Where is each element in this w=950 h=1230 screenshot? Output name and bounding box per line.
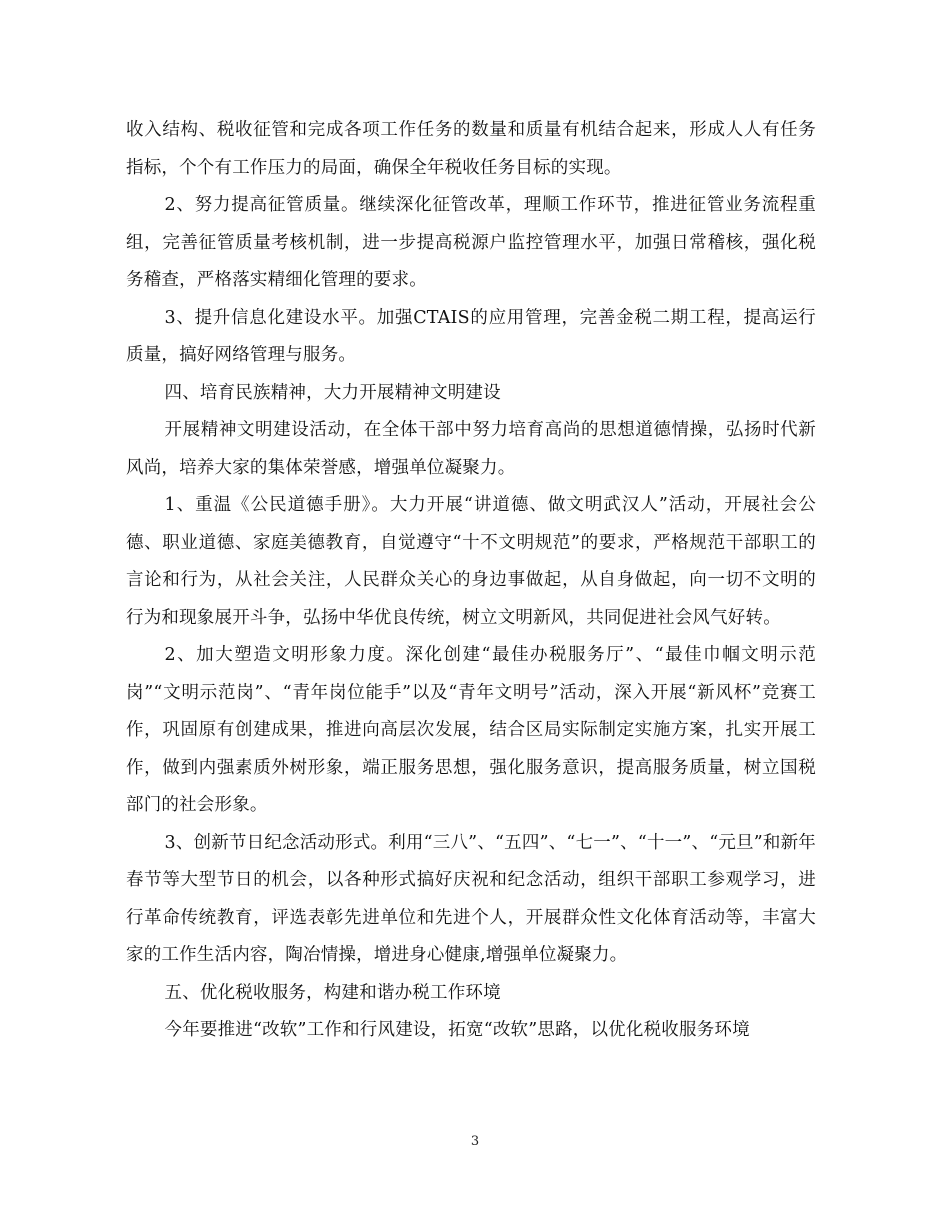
page-number: 3 — [470, 1134, 480, 1149]
paragraph-1: 收入结构、税收征管和完成各项工作任务的数量和质量有机结合起来，形成人人有任务指标，个个有工作压力的局面，确保全年税收任务目标的实现。 — [126, 120, 816, 178]
paragraph-7: 2、加大塑造文明形象力度。深化创建“最佳办税服务厅”、“最佳巾帼文明示范岗”“文明示范岗”、“青年岗位能手”以及“青年文明号”活动，深入开展“新风杯”竞赛工作，巩固原有创建成果，推进向高层次发展，结合区局实际制定实施方案，扎实开展工作，做到内强素质外树形象，端正服务思想，强化服务意识，提高服务质量，树立国税部门的社会形象。 — [126, 645, 816, 815]
document-body — [126, 112, 816, 1050]
paragraph-6: 1、重温《公民道德手册》。大力开展“讲道德、做文明武汉人”活动，开展社会公德、职业道德、家庭美德教育，自觉遵守“十不文明规范”的要求，严格规范干部职工的言论和行为，从社会关注，人民群众关心的身边事做起，从自身做起，向一切不文明的行为和现象展开斗争，弘扬中华优良传统，树立文明新风，共同促进社会风气好转。 — [126, 495, 816, 628]
paragraph-5: 开展精神文明建设活动，在全体干部中努力培育高尚的思想道德情操，弘扬时代新风尚，培养大家的集体荣誉感，增强单位凝聚力。 — [126, 420, 816, 478]
paragraph-8: 3、创新节日纪念活动形式。利用“三八”、“五四”、“七一”、“十一”、“元旦”和新年春节等大型节日的机会，以各种形式搞好庆祝和纪念活动，组织干部职工参观学习，进行革命传统教育，评选表彰先进单位和先进个人，开展群众性文化体育活动等，丰富大家的工作生活内容，陶冶情操，增进身心健康,增强单位凝聚力。 — [126, 832, 816, 965]
paragraph-2: 2、努力提高征管质量。继续深化征管改革，理顺工作环节，推进征管业务流程重组，完善征管质量考核机制，进一步提高税源户监控管理水平，加强日常稽核，强化税务稽查，严格落实精细化管理的要求。 — [126, 195, 816, 290]
paragraph-10: 今年要推进“改软”工作和行风建设，拓宽“改软”思路，以优化税收服务环境 — [164, 1020, 750, 1040]
section-heading-5: 五、优化税收服务，构建和谐办税工作环境 — [164, 982, 501, 1003]
section-heading-4: 四、培育民族精神，大力开展精神文明建设 — [164, 382, 501, 403]
paragraph-3: 3、提升信息化建设水平。加强CTAIS的应用管理，完善金税二期工程，提高运行质量，搞好网络管理与服务。 — [126, 307, 816, 365]
